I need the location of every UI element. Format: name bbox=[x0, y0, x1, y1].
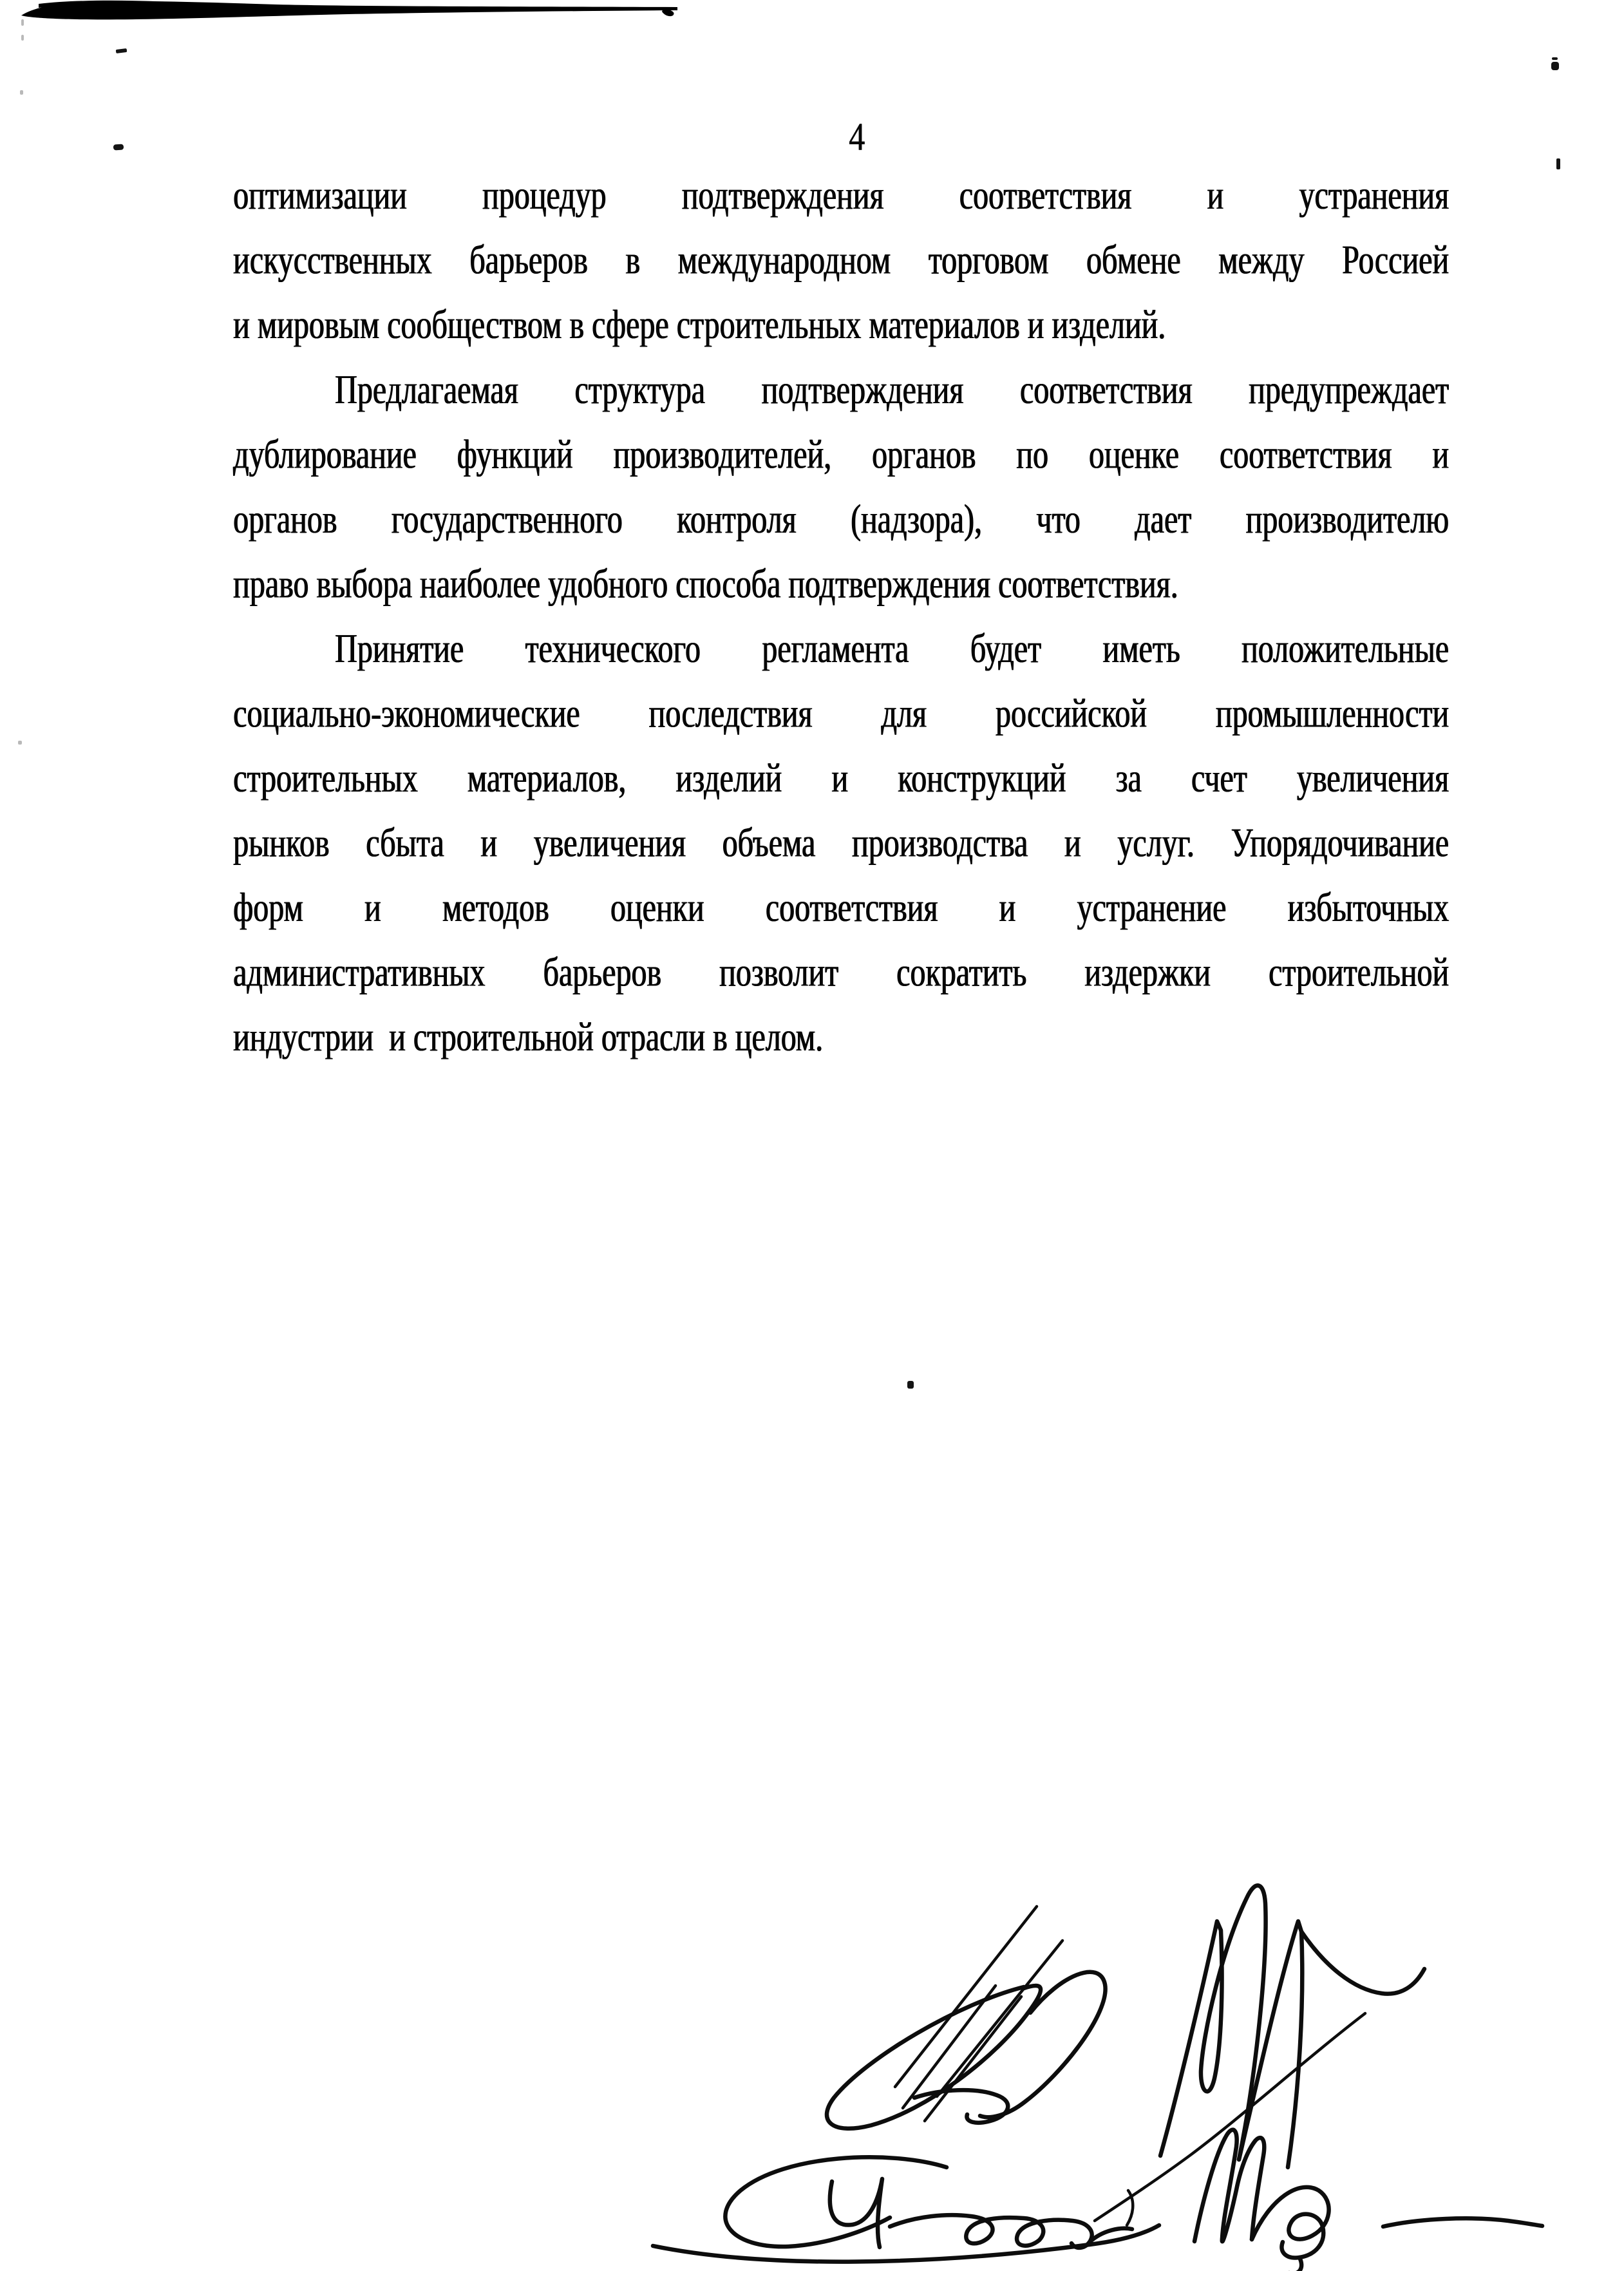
text-line: индустрии и строительной отрасли в целом. bbox=[233, 1014, 824, 1060]
document-body bbox=[233, 164, 1449, 1070]
text-line: органов государственного контроля (надзора), что дает производителю bbox=[233, 497, 1449, 542]
stray-mark bbox=[21, 19, 24, 26]
stray-mark bbox=[113, 144, 124, 150]
text-line: право выбора наиболее удобного способа подтверждения соответствия. bbox=[233, 561, 1178, 607]
stray-mark bbox=[1551, 62, 1559, 70]
stray-mark bbox=[20, 90, 23, 95]
text-line: искусственных барьеров в международном торговом обмене между Россией bbox=[233, 238, 1449, 283]
page-number: 4 bbox=[849, 115, 865, 159]
handwritten-signature bbox=[612, 1865, 1552, 2271]
text-line: Принятие технического регламента будет иметь положительные bbox=[335, 626, 1449, 672]
text-line: дублирование функций производителей, органов по оценке соответствия и bbox=[233, 432, 1449, 477]
stray-mark bbox=[907, 1381, 914, 1389]
text-line: оптимизации процедур подтверждения соответствия и устранения bbox=[233, 173, 1449, 218]
text-line: строительных материалов, изделий и конструкций за счет увеличения bbox=[233, 755, 1449, 801]
scanner-edge-artifact bbox=[0, 0, 708, 28]
text-line: социально-экономические последствия для российской промышленности bbox=[233, 690, 1449, 737]
text-line: и мировым сообществом в сфере строительных материалов и изделий. bbox=[233, 302, 1166, 348]
text-line: Предлагаемая структура подтверждения соответствия предупреждает bbox=[335, 367, 1449, 413]
stray-mark bbox=[21, 35, 24, 41]
text-line: рынков сбыта и увеличения объема производства и услуг. Упорядочивание bbox=[233, 821, 1449, 866]
stray-mark bbox=[18, 741, 22, 745]
stray-mark bbox=[1552, 57, 1558, 60]
text-line: административных барьеров позволит сократить издержки строительной bbox=[233, 950, 1449, 996]
text-line: форм и методов оценки соответствия и устранение избыточных bbox=[233, 885, 1449, 931]
stray-mark bbox=[116, 48, 127, 53]
stray-mark bbox=[1556, 158, 1560, 169]
